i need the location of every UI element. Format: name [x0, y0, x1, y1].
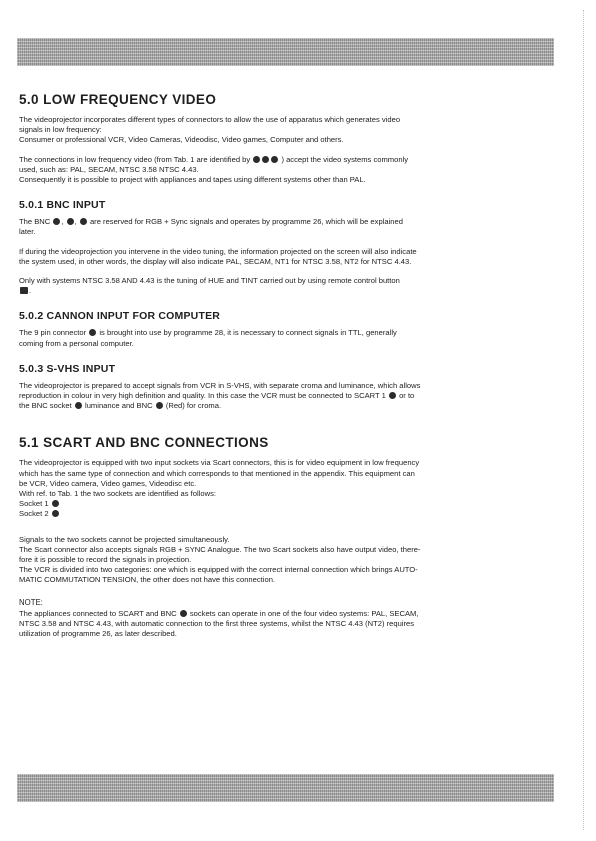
remote-button-icon — [20, 287, 28, 294]
connector-ref-icon — [89, 329, 96, 336]
section-title-5-0-2: 5.0.2 CANNON INPUT FOR COMPUTER — [19, 310, 221, 323]
text-line: signals in low frequency: — [19, 125, 102, 135]
paragraph — [19, 609, 554, 640]
text-fragment: luminance and BNC — [85, 401, 153, 411]
text-line: The Scart connector also accepts signals RGB + SYNC Analogue. The two Scart sockets also have output video, there- — [19, 544, 421, 554]
text-fragment: Socket 2 — [19, 509, 49, 519]
text-line: Signals to the two sockets cannot be projected simultaneously. — [19, 534, 230, 544]
text-line — [19, 499, 554, 509]
text-line: Consequently it is possible to project with appliances and tapes using different systems other than PAL. — [19, 175, 366, 185]
text-line — [19, 609, 554, 619]
text-line: With ref. to Tab. 1 the two sockets are identified as follows: — [19, 489, 216, 499]
connector-ref-icon — [271, 156, 278, 163]
paragraph — [19, 247, 554, 267]
connector-ref-icon — [67, 218, 74, 225]
text-line: Only with systems NTSC 3.58 AND 4.43 is the tuning of HUE and TINT carried out by using remote control button — [19, 276, 400, 286]
connector-ref-icon — [52, 510, 59, 517]
text-line — [19, 328, 554, 338]
text-line: The VCR is divided into two categories: one which is equipped with the correct internal connection which brings AUTO- — [19, 565, 418, 575]
text-line: used, such as: PAL, SECAM, NTSC 3.58 NTSC 4.43. — [19, 164, 199, 174]
text-line: which has the same type of connection and which corresponds to that mentioned in the appendix. This equipment can — [19, 468, 415, 478]
text-fragment: is brought into use by programme 28, it is necessary to connect signals in TTL, generally — [99, 328, 397, 338]
section-title-5-0-1: 5.0.1 BNC INPUT — [19, 199, 106, 212]
text-fragment: Socket 1 — [19, 499, 49, 509]
connector-ref-icon — [180, 610, 187, 617]
text-line: coming from a personal computer. — [19, 338, 134, 348]
note-label: NOTE: — [19, 597, 43, 607]
section-title-5-0: 5.0 LOW FREQUENCY VIDEO — [19, 92, 217, 107]
text-fragment: (Red) for croma. — [165, 401, 222, 411]
header-band — [17, 38, 554, 66]
connector-ref-icon — [156, 402, 163, 409]
paragraph — [19, 217, 554, 237]
text-line: fore it is possible to record the signals in projection. — [19, 555, 192, 565]
text-fragment: The appliances connected to SCART and BNC — [19, 608, 177, 618]
text-line — [19, 509, 554, 519]
text-line — [19, 155, 554, 165]
text-line: The videoprojector is prepared to accept signals from VCR in S-VHS, with separate croma and luminance, which allows — [19, 380, 421, 390]
connector-ref-icon — [389, 392, 396, 399]
text-line: If during the videoprojection you intervene in the video tuning, the information projected on the screen will also indicate — [19, 246, 417, 256]
text-fragment: sockets can operate in one of the four video systems: PAL, SECAM, — [189, 608, 419, 618]
paragraph — [19, 155, 554, 186]
paragraph — [19, 535, 554, 586]
text-line: The BNC , , are reserved for RGB + Sync signals and operates by programme 26, which will be explained — [19, 217, 403, 227]
margin-rule — [583, 10, 584, 830]
page-content — [19, 92, 554, 649]
text-fragment: ) accept the video systems commonly — [281, 154, 409, 164]
section-title-5-1: 5.1 SCART AND BNC CONNECTIONS — [19, 435, 269, 451]
paragraph — [19, 276, 554, 296]
footer-band — [17, 774, 554, 802]
connector-ref-icon — [80, 218, 87, 225]
text-line: The videoprojector is equipped with two input sockets via Scart connectors, this is for video equipment in low frequency — [19, 458, 420, 468]
text-fragment: are reserved for RGB + Sync signals and operates by programme 26, which will be explained — [89, 217, 403, 227]
text-line: be VCR, Video camera, Video games, Videodisc etc. — [19, 478, 197, 488]
connector-ref-icon — [253, 156, 260, 163]
text-line: The videoprojector incorporates different types of connectors to allow the use of apparatus which generates video — [19, 115, 401, 124]
text-fragment: reproduction in colour in very high definition and quality. In this case the VCR must be connected to SCART 1 — [19, 391, 386, 401]
text-line: Consumer or professional VCR, Video Cameras, Videodisc, Video games, Computer and others. — [19, 135, 344, 145]
text-line: later. — [19, 227, 36, 237]
text-line: NTSC 3.58 and NTSC 4.43, with automatic connection to the first three systems, whilst the NTSC 4.43 (NT2) requires — [19, 619, 415, 629]
text-line — [19, 391, 554, 401]
text-line — [19, 401, 554, 411]
text-line: utilization of programme 26, as later described. — [19, 629, 177, 639]
connector-ref-icon — [262, 156, 269, 163]
connector-ref-icon — [53, 218, 60, 225]
text-fragment: or to — [399, 391, 415, 401]
text-line: the system used, in other words, the display will also indicate PAL, SECAM, NT1 for NTSC 3.58, NT2 for NTSC 4.43. — [19, 256, 412, 266]
connector-ref-icon — [75, 402, 82, 409]
text-fragment: the BNC socket — [19, 401, 72, 411]
text-fragment: The connections in low frequency video (from Tab. 1 are identified by — [19, 154, 251, 164]
text-fragment: The BNC — [19, 217, 51, 227]
paragraph — [19, 115, 554, 146]
text-fragment: The 9 pin connector — [19, 328, 87, 338]
text-line: MATIC COMMUTATION TENSION, the other does not have this connection. — [19, 575, 276, 585]
text-line: . — [19, 286, 554, 296]
paragraph — [19, 381, 554, 412]
section-title-5-0-3: 5.0.3 S-VHS INPUT — [19, 362, 116, 375]
paragraph — [19, 328, 554, 348]
connector-ref-icon — [52, 500, 59, 507]
paragraph — [19, 458, 554, 519]
